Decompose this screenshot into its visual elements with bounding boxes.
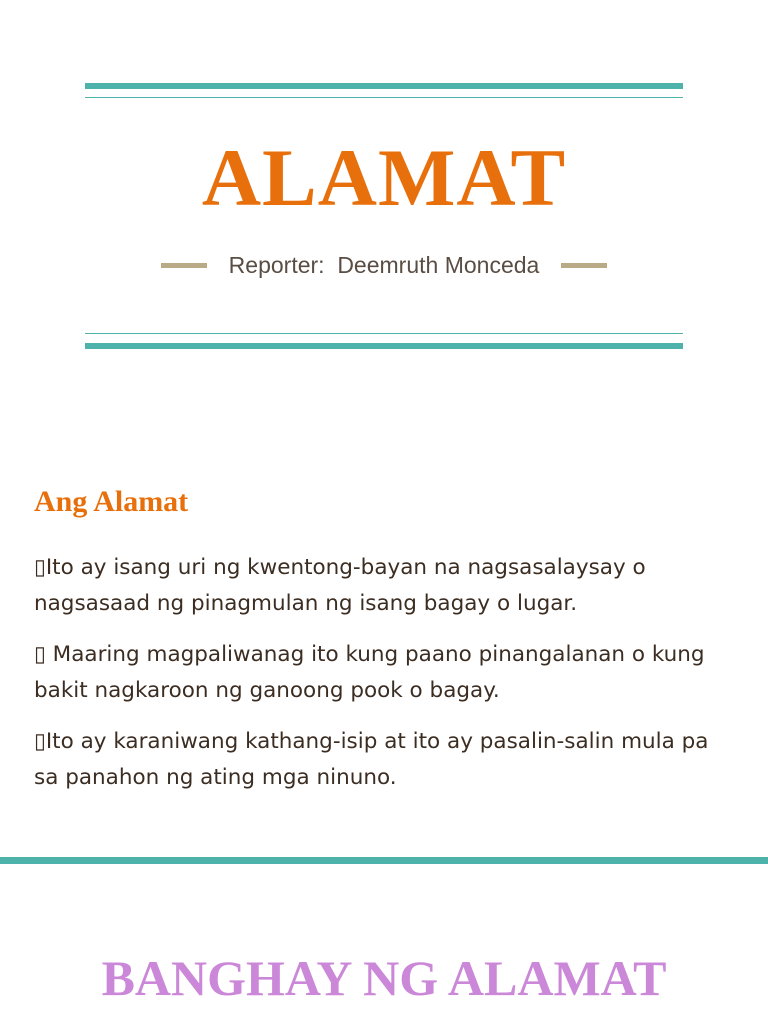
slide-divider-rule <box>0 857 768 864</box>
bullet-glyph: ▯ <box>34 555 46 580</box>
paragraph-text: Ito ay karaniwang kathang-isip at ito ay pasalin-salin mula pa sa panahon ng ating mga ninuno. <box>34 729 709 790</box>
bottom-thin-rule <box>85 333 683 334</box>
body-paragraph <box>34 550 734 622</box>
top-thin-rule <box>85 97 683 98</box>
left-dash-ornament <box>161 263 207 268</box>
paragraph-text: Maaring magpaliwanag ito kung paano pinangalanan o kung bakit nagkaroon ng ganoong pook o bagay. <box>34 642 705 703</box>
section-body <box>34 550 734 811</box>
section-heading: Ang Alamat <box>34 485 189 518</box>
right-dash-ornament <box>561 263 607 268</box>
bottom-thick-rule <box>85 343 683 349</box>
top-thick-rule <box>85 83 683 89</box>
slide-title: ALAMAT <box>201 132 567 223</box>
reporter-text: Reporter: Deemruth Monceda <box>228 251 540 278</box>
banghay-title: BANGHAY NG ALAMAT <box>101 950 667 1006</box>
bullet-glyph: ▯ <box>34 729 46 754</box>
paragraph-text: Ito ay isang uri ng kwentong-bayan na nagsasalaysay o nagsasaad ng pinagmulan ng isang bagay o lugar. <box>34 555 646 616</box>
body-paragraph <box>34 724 734 796</box>
reporter-row <box>0 248 768 282</box>
bullet-glyph: ▯ <box>34 642 46 667</box>
body-paragraph <box>34 637 734 709</box>
